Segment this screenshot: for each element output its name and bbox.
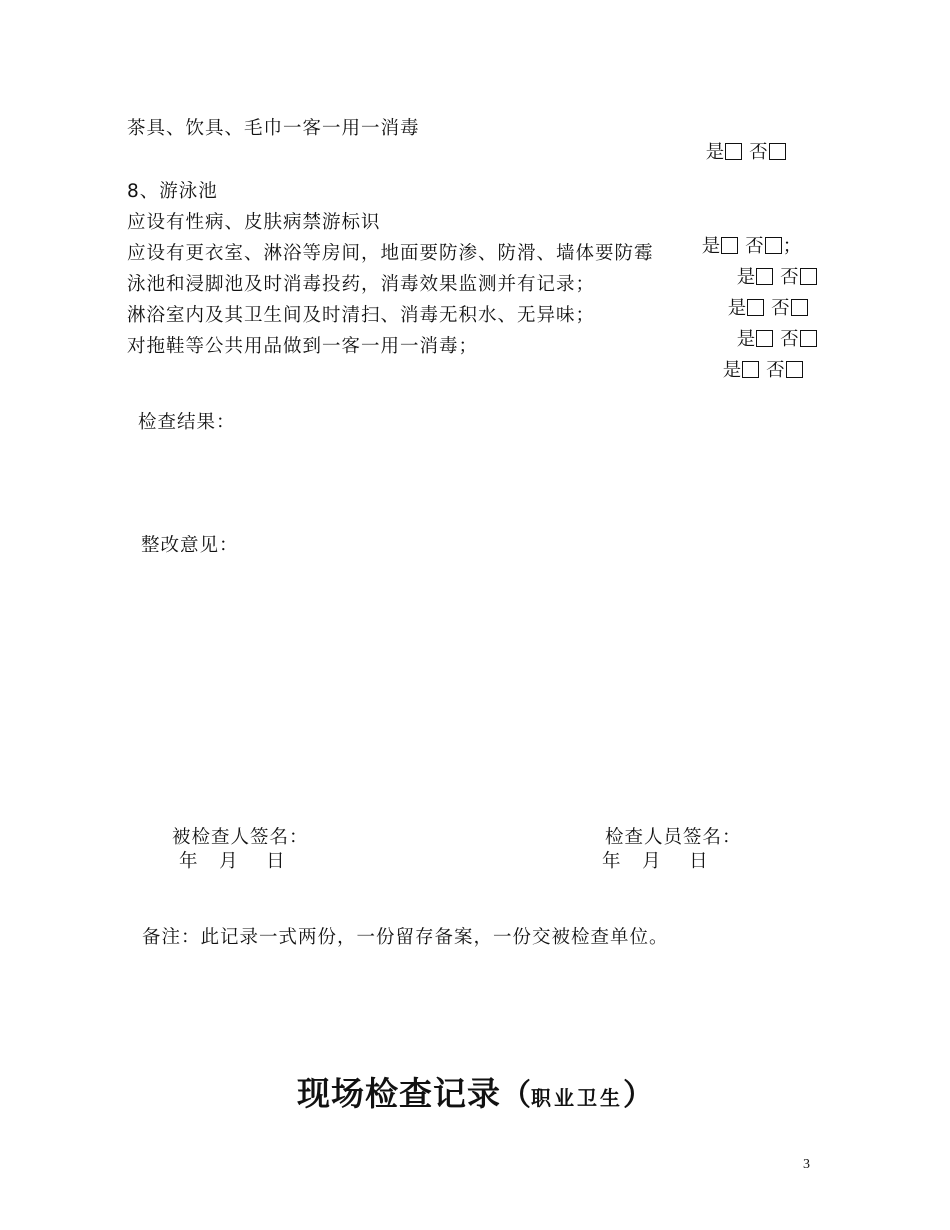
inspection-result-label: 检查结果： [138,412,236,433]
yes-label: 是 [736,267,756,288]
remark-note: 备注：此记录一式两份，一份留存备案，一份交被检查单位。 [142,927,669,948]
inspector-signature-label: 检查人员签名： [605,827,742,848]
yes-checkbox[interactable] [725,143,742,160]
no-label: 否 [766,360,785,381]
page-number: 3 [803,1157,810,1172]
inspected-party-signature-label: 被检查人签名： [172,827,309,848]
checklist-item-text: 应设有更衣室、淋浴等房间，地面要防渗、防滑、墙体要防霉 [127,243,654,264]
checklist-item-text: 茶具、饮具、毛巾一客一用一消毒 [127,118,420,139]
no-checkbox[interactable] [786,361,803,378]
no-label: 否 [745,236,764,257]
yes-label: 是 [701,236,721,257]
yes-label: 是 [727,298,747,319]
yes-label: 是 [722,360,742,381]
no-label: 否 [771,298,790,319]
checklist-item-text: 对拖鞋等公共用品做到一客一用一消毒； [127,336,479,357]
yes-label: 是 [705,142,725,163]
rectification-opinion-label: 整改意见： [141,535,239,556]
no-label: 否 [749,142,768,163]
signature-date-right: 年 月 日 [602,851,709,872]
title-subtitle: 职业卫生 [531,1086,623,1110]
yes-checkbox[interactable] [742,361,759,378]
no-label: 否 [780,329,799,350]
no-label: 否 [780,267,799,288]
checklist-item-text: 泳池和浸脚池及时消毒投药，消毒效果监测并有记录； [127,274,596,295]
title-open-paren: （ [501,1078,531,1113]
yes-label: 是 [736,329,756,350]
checklist-item-options [711,335,804,383]
checklist-item-text: 淋浴室内及其卫生间及时清扫、消毒无积水、无异味； [127,305,596,326]
title-main: 现场检查记录 [297,1074,501,1113]
item-punctuation: ； [782,236,802,257]
section-heading: 8、游泳池 [127,181,218,202]
next-record-title [0,1068,950,1115]
checklist-item-text: 应设有性病、皮肤病禁游标识 [127,212,381,233]
checklist-item-options [694,117,787,165]
signature-date-left: 年 月 日 [179,851,286,872]
title-close-paren: ） [623,1078,653,1113]
no-checkbox[interactable] [769,143,786,160]
